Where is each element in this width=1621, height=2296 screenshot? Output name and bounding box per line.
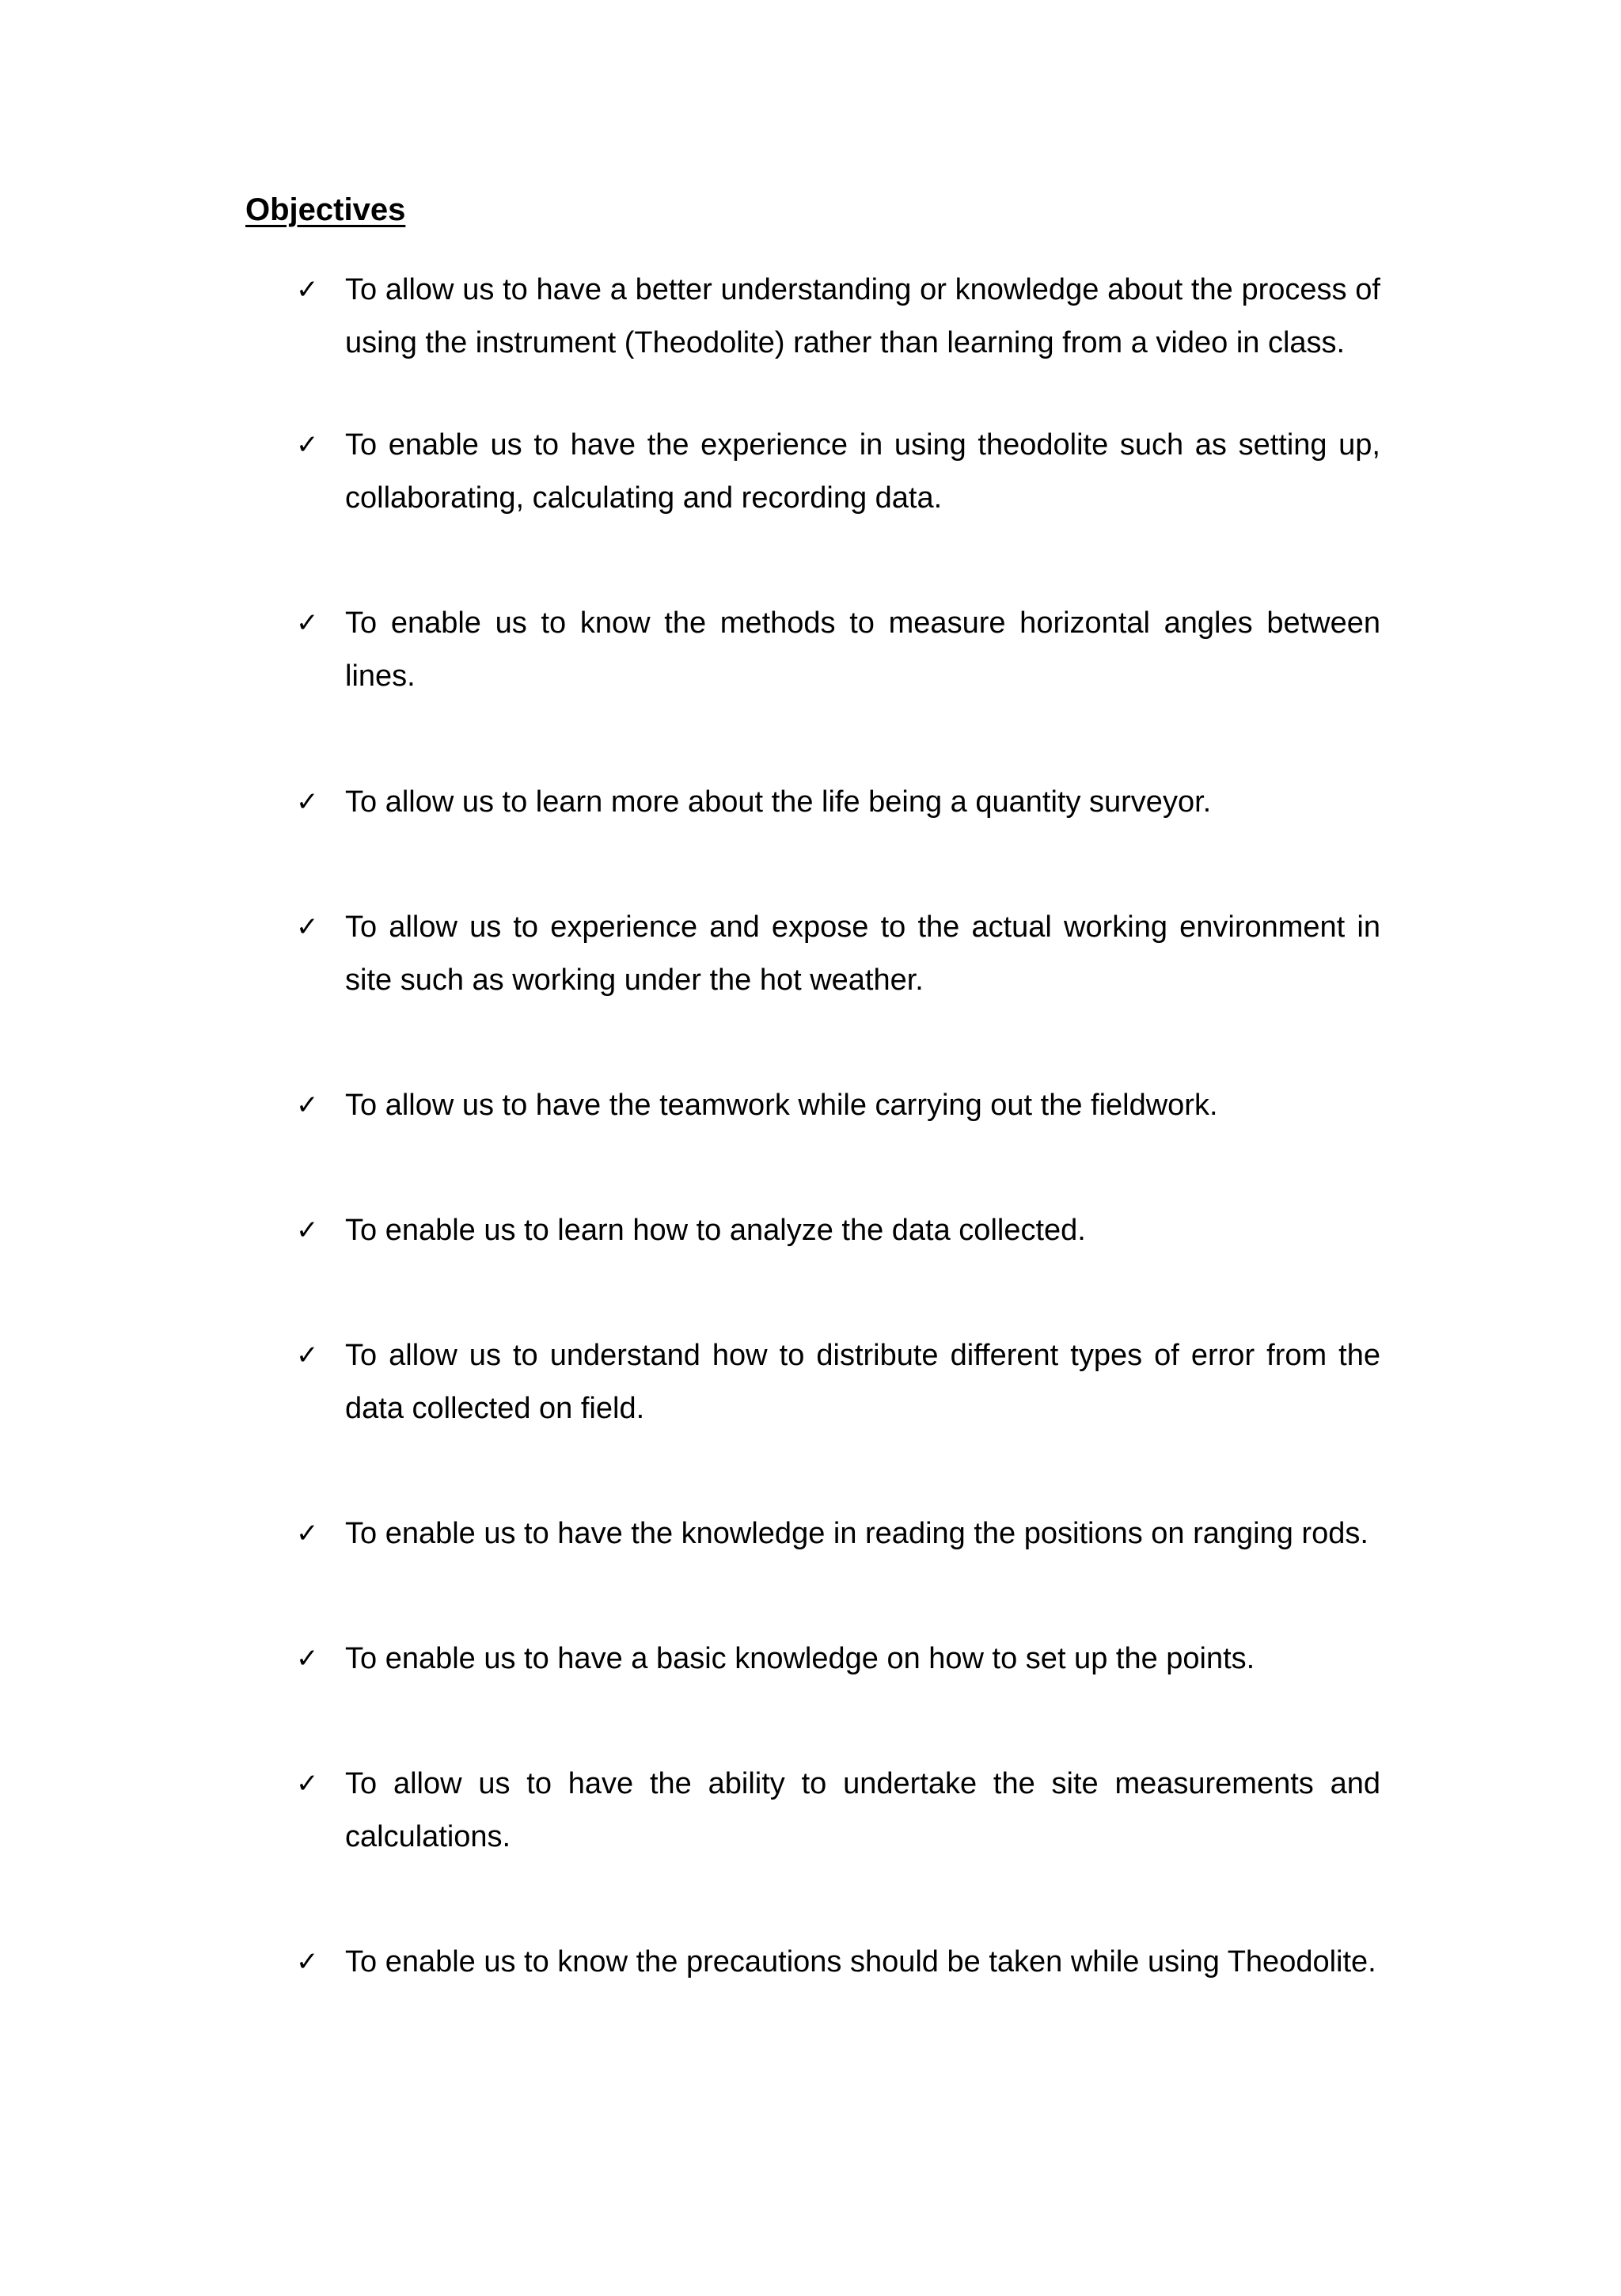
checkmark-icon: ✓ <box>296 1518 319 1549</box>
checkmark-icon: ✓ <box>296 607 319 639</box>
objective-text: To enable us to have the experience in using theodolite such as setting up, collaborating, calculating and recording data. <box>345 428 1380 515</box>
objective-text: To enable us to learn how to analyze the data collected. <box>345 1214 1086 1247</box>
objective-text: To allow us to learn more about the life being a quantity surveyor. <box>345 785 1212 819</box>
objective-item <box>296 597 1380 703</box>
checkmark-icon: ✓ <box>296 429 319 461</box>
checkmark-icon: ✓ <box>296 1215 319 1246</box>
objective-item <box>296 1936 1380 1989</box>
objective-item <box>296 901 1380 1007</box>
objective-text: To enable us to have a basic knowledge on how to set up the points. <box>345 1642 1255 1675</box>
checkmark-icon: ✓ <box>296 1340 319 1371</box>
checkmark-icon: ✓ <box>296 911 319 943</box>
checkmark-icon: ✓ <box>296 1946 319 1978</box>
objective-text: To allow us to experience and expose to the actual working environment in site such as working under the hot weather. <box>345 910 1380 997</box>
objective-item <box>296 1633 1380 1686</box>
objective-text: To enable us to have the knowledge in reading the positions on ranging rods. <box>345 1517 1369 1550</box>
checkmark-icon: ✓ <box>296 1089 319 1121</box>
objective-text: To allow us to have the ability to undertake the site measurements and calculations. <box>345 1767 1380 1853</box>
objective-item <box>296 1079 1380 1132</box>
objective-text: To enable us to know the precautions should be taken while using Theodolite. <box>345 1945 1376 1979</box>
objective-text: To allow us to understand how to distribute different types of error from the data collected on field. <box>345 1339 1380 1425</box>
objective-item <box>296 1329 1380 1435</box>
objective-item <box>296 1758 1380 1864</box>
objective-item <box>296 264 1380 370</box>
page-title: Objectives <box>245 192 406 227</box>
objective-text: To allow us to have a better understanding or knowledge about the process of using the instrument (Theodolite) rather than learning from a video in class. <box>345 273 1380 359</box>
objective-item <box>296 776 1380 829</box>
checkmark-icon: ✓ <box>296 786 319 818</box>
objective-item <box>296 1507 1380 1560</box>
checkmark-icon: ✓ <box>296 274 319 306</box>
objective-item <box>296 419 1380 525</box>
checkmark-icon: ✓ <box>296 1768 319 1800</box>
objective-text: To enable us to know the methods to measure horizontal angles between lines. <box>345 606 1380 693</box>
objective-text: To allow us to have the teamwork while carrying out the fieldwork. <box>345 1089 1218 1122</box>
objective-item <box>296 1204 1380 1257</box>
checkmark-icon: ✓ <box>296 1643 319 1674</box>
